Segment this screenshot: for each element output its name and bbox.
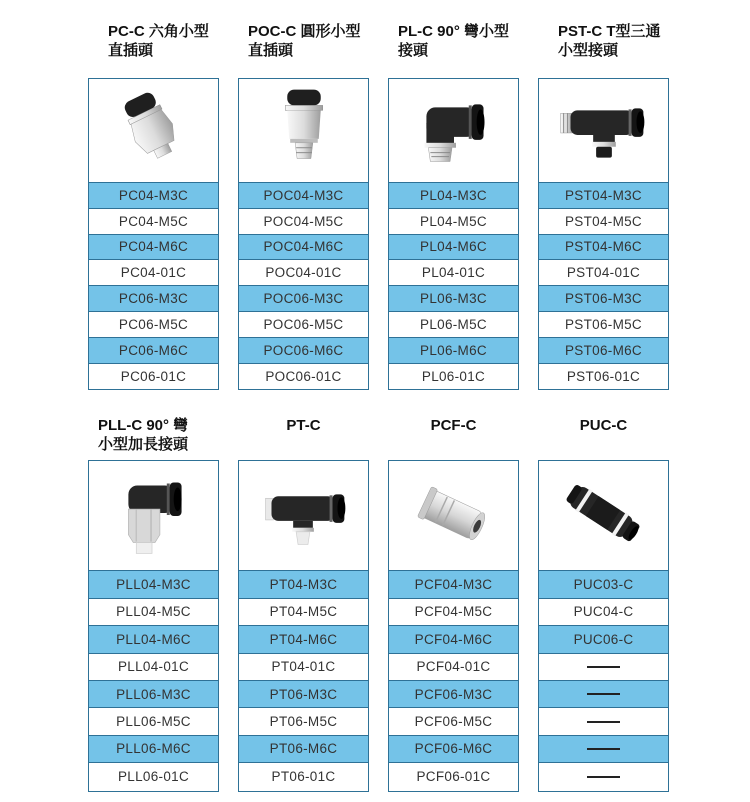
part-cell: PL04-01C: [389, 260, 518, 286]
part-cell: PL06-01C: [389, 364, 518, 390]
title-line2: 直插頭: [108, 42, 154, 59]
part-cell: PLL06-M3C: [89, 681, 218, 708]
part-cell: PLL04-M5C: [89, 599, 218, 626]
part-cell: PC06-01C: [89, 364, 218, 390]
columns-row-bottom: [88, 460, 669, 791]
headers-row-top: [88, 22, 669, 78]
part-cell: PC04-M5C: [89, 209, 218, 235]
part-cell: PT06-M5C: [239, 708, 368, 735]
part-table: [89, 183, 218, 389]
title-line1: PC-C 六角小型: [108, 23, 209, 40]
title-line1: PST-C T型三通: [558, 23, 661, 40]
part-cell: PUC06-C: [539, 626, 668, 653]
part-cell: PST04-M6C: [539, 235, 668, 261]
part-cell: POC06-M5C: [239, 312, 368, 338]
part-table: [389, 571, 518, 790]
part-cell: [539, 736, 668, 763]
part-cell: POC04-01C: [239, 260, 368, 286]
product-title-pc-c: [88, 22, 219, 78]
part-cell: PST06-M3C: [539, 286, 668, 312]
part-cell: POC04-M5C: [239, 209, 368, 235]
headers-row-bottom: [88, 416, 669, 460]
product-photo-box: [539, 461, 668, 571]
product-photo-box: [539, 79, 668, 183]
part-cell: PST04-M5C: [539, 209, 668, 235]
tee-fitting-2-icon: [239, 461, 368, 571]
part-cell: PST06-01C: [539, 364, 668, 390]
part-cell: PT04-M5C: [239, 599, 368, 626]
union-straight-fitting-icon: [539, 461, 668, 571]
part-cell: PST04-01C: [539, 260, 668, 286]
part-cell: POC04-M6C: [239, 235, 368, 261]
part-cell: PCF04-M6C: [389, 626, 518, 653]
part-table: [239, 571, 368, 790]
part-cell: PST06-M6C: [539, 338, 668, 364]
part-cell: POC06-M3C: [239, 286, 368, 312]
product-column-puc-c: [538, 460, 669, 791]
product-title-pcf-c: [388, 416, 519, 460]
part-cell: PCF06-M3C: [389, 681, 518, 708]
part-cell: PUC04-C: [539, 599, 668, 626]
female-straight-fitting-icon: [389, 461, 518, 571]
dash-placeholder: [587, 721, 620, 723]
part-cell: PC04-01C: [89, 260, 218, 286]
title-line1: PL-C 90° 彎小型: [398, 23, 510, 40]
part-cell: [539, 654, 668, 681]
product-column-pc-c: [88, 78, 219, 390]
part-cell: PT06-01C: [239, 763, 368, 790]
part-cell: POC04-M3C: [239, 183, 368, 209]
part-cell: PC04-M3C: [89, 183, 218, 209]
part-cell: PCF06-M5C: [389, 708, 518, 735]
product-column-pcf-c: [388, 460, 519, 791]
title-line2: 小型加長接頭: [98, 436, 189, 454]
part-table: [539, 571, 668, 790]
part-cell: PC04-M6C: [89, 235, 218, 261]
part-cell: PLL04-01C: [89, 654, 218, 681]
product-photo-box: [239, 461, 368, 571]
part-cell: PCF04-M5C: [389, 599, 518, 626]
dash-placeholder: [587, 748, 620, 750]
title-line2: 小型接頭: [558, 42, 619, 59]
product-title-pll-c: [88, 416, 219, 460]
round-straight-fitting-icon: [239, 79, 368, 183]
product-title-poc-c: [238, 22, 369, 78]
part-cell: PLL06-01C: [89, 763, 218, 790]
title-line1: PLL-C 90° 彎: [98, 417, 189, 435]
part-cell: PL04-M6C: [389, 235, 518, 261]
part-cell: PST04-M3C: [539, 183, 668, 209]
part-cell: PCF06-01C: [389, 763, 518, 790]
title-line2: 直插頭: [248, 42, 294, 59]
product-column-poc-c: [238, 78, 369, 390]
title-line1: POC-C 圓形小型: [248, 23, 361, 40]
part-cell: PCF06-M6C: [389, 736, 518, 763]
product-title-pst-c: [538, 22, 669, 78]
part-cell: PT04-M3C: [239, 571, 368, 598]
title-line1: PUC-C: [579, 417, 628, 435]
product-photo-box: [389, 79, 518, 183]
part-cell: PL06-M6C: [389, 338, 518, 364]
catalog-section-bottom: [88, 390, 669, 791]
part-cell: PUC03-C: [539, 571, 668, 598]
columns-row-top: [88, 78, 669, 390]
dash-placeholder: [587, 693, 620, 695]
part-cell: PT06-M3C: [239, 681, 368, 708]
part-cell: PLL06-M6C: [89, 736, 218, 763]
title-line2: 接頭: [398, 42, 429, 59]
part-cell: PLL04-M6C: [89, 626, 218, 653]
product-title-pt-c: [238, 416, 369, 460]
part-cell: PC06-M5C: [89, 312, 218, 338]
dash-placeholder: [587, 776, 620, 778]
part-cell: PC06-M6C: [89, 338, 218, 364]
product-column-pst-c: [538, 78, 669, 390]
part-cell: PT04-M6C: [239, 626, 368, 653]
elbow-fitting-icon: [389, 79, 518, 183]
part-table: [539, 183, 668, 389]
product-photo-box: [239, 79, 368, 183]
part-cell: PCF04-01C: [389, 654, 518, 681]
catalog-section-top: [88, 0, 669, 390]
part-cell: PL04-M5C: [389, 209, 518, 235]
part-cell: [539, 763, 668, 790]
title-line1: PT-C: [286, 417, 321, 435]
part-cell: PST06-M5C: [539, 312, 668, 338]
tee-fitting-icon: [539, 79, 668, 183]
part-cell: PCF04-M3C: [389, 571, 518, 598]
extended-elbow-fitting-icon: [89, 461, 218, 571]
part-cell: PLL04-M3C: [89, 571, 218, 598]
part-table: [239, 183, 368, 389]
part-cell: [539, 708, 668, 735]
product-photo-box: [389, 461, 518, 571]
product-title-puc-c: [538, 416, 669, 460]
product-column-pl-c: [388, 78, 519, 390]
part-cell: PL04-M3C: [389, 183, 518, 209]
product-column-pll-c: [88, 460, 219, 791]
part-cell: POC06-M6C: [239, 338, 368, 364]
product-photo-box: [89, 79, 218, 183]
part-cell: PC06-M3C: [89, 286, 218, 312]
part-cell: POC06-01C: [239, 364, 368, 390]
title-line1: PCF-C: [430, 417, 477, 435]
part-cell: [539, 681, 668, 708]
part-table: [89, 571, 218, 790]
product-column-pt-c: [238, 460, 369, 791]
hex-straight-fitting-icon: [89, 79, 218, 183]
part-cell: PL06-M3C: [389, 286, 518, 312]
dash-placeholder: [587, 666, 620, 668]
part-cell: PL06-M5C: [389, 312, 518, 338]
product-title-pl-c: [388, 22, 519, 78]
product-photo-box: [89, 461, 218, 571]
part-cell: PLL06-M5C: [89, 708, 218, 735]
part-table: [389, 183, 518, 389]
part-cell: PT06-M6C: [239, 736, 368, 763]
part-cell: PT04-01C: [239, 654, 368, 681]
